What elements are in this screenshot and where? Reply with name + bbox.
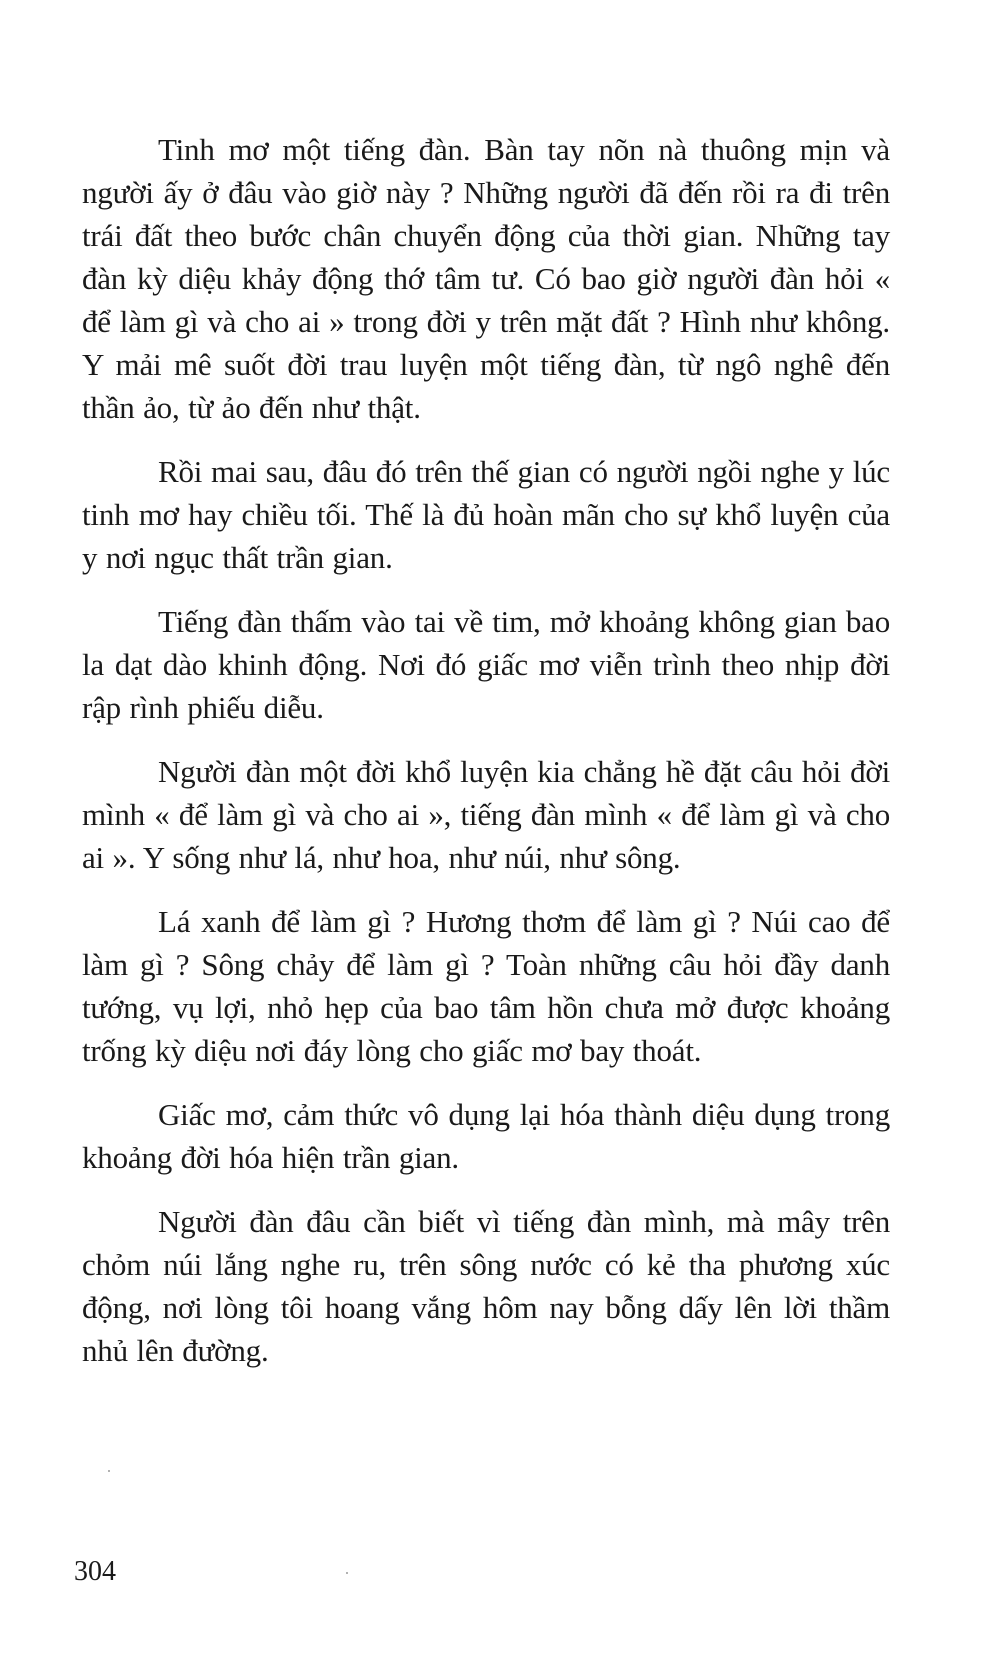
paragraph-3: Tiếng đàn thấm vào tai về tim, mở khoảng không gian bao la dạt dào khinh động. Nơi đó giấc mơ viễn trình theo nhịp đời rập rình phiếu diễu. bbox=[82, 604, 890, 725]
body-text bbox=[82, 128, 890, 1393]
paragraph-7: Người đàn đâu cần biết vì tiếng đàn mình, mà mây trên chỏm núi lắng nghe ru, trên sông nước có kẻ tha phương xúc động, nơi lòng tôi hoang vắng hôm nay bỗng dấy lên lời thầm nhủ lên đường. bbox=[82, 1204, 890, 1368]
paragraph-5: Lá xanh để làm gì ? Hương thơm để làm gì ? Núi cao để làm gì ? Sông chảy để làm gì ? Toàn những câu hỏi đầy danh tướng, vụ lợi, nhỏ hẹp của bao tâm hồn chưa mở được khoảng trống kỳ diệu nơi đáy lòng cho giấc mơ bay thoát. bbox=[82, 904, 890, 1068]
paragraph-4: Người đàn một đời khổ luyện kia chẳng hề đặt câu hỏi đời mình « để làm gì và cho ai », tiếng đàn mình « để làm gì và cho ai ». Y sống như lá, như hoa, như núi, như sông. bbox=[82, 754, 890, 875]
paragraph-1: Tinh mơ một tiếng đàn. Bàn tay nõn nà thuông mịn và người ấy ở đâu vào giờ này ? Những người đã đến rồi ra đi trên trái đất theo bước chân chuyển động của thời gian. Những tay đàn kỳ diệu khảy động thớ tâm tư. Có bao giờ người đàn hỏi « để làm gì và cho ai » trong đời y trên mặt đất ? Hình như không. Y mải mê suốt đời trau luyện một tiếng đàn, từ ngô nghê đến thần ảo, từ ảo đến như thật. bbox=[82, 132, 890, 425]
paragraph-2: Rồi mai sau, đâu đó trên thế gian có người ngồi nghe y lúc tinh mơ hay chiều tối. Thế là đủ hoàn mãn cho sự khổ luyện của y nơi ngục thất trần gian. bbox=[82, 454, 890, 575]
scan-speck bbox=[346, 1572, 348, 1574]
scan-speck bbox=[108, 1470, 110, 1472]
page-number: 304 bbox=[74, 1556, 116, 1587]
paragraph-6: Giấc mơ, cảm thức vô dụng lại hóa thành diệu dụng trong khoảng đời hóa hiện trần gian. bbox=[82, 1097, 890, 1175]
